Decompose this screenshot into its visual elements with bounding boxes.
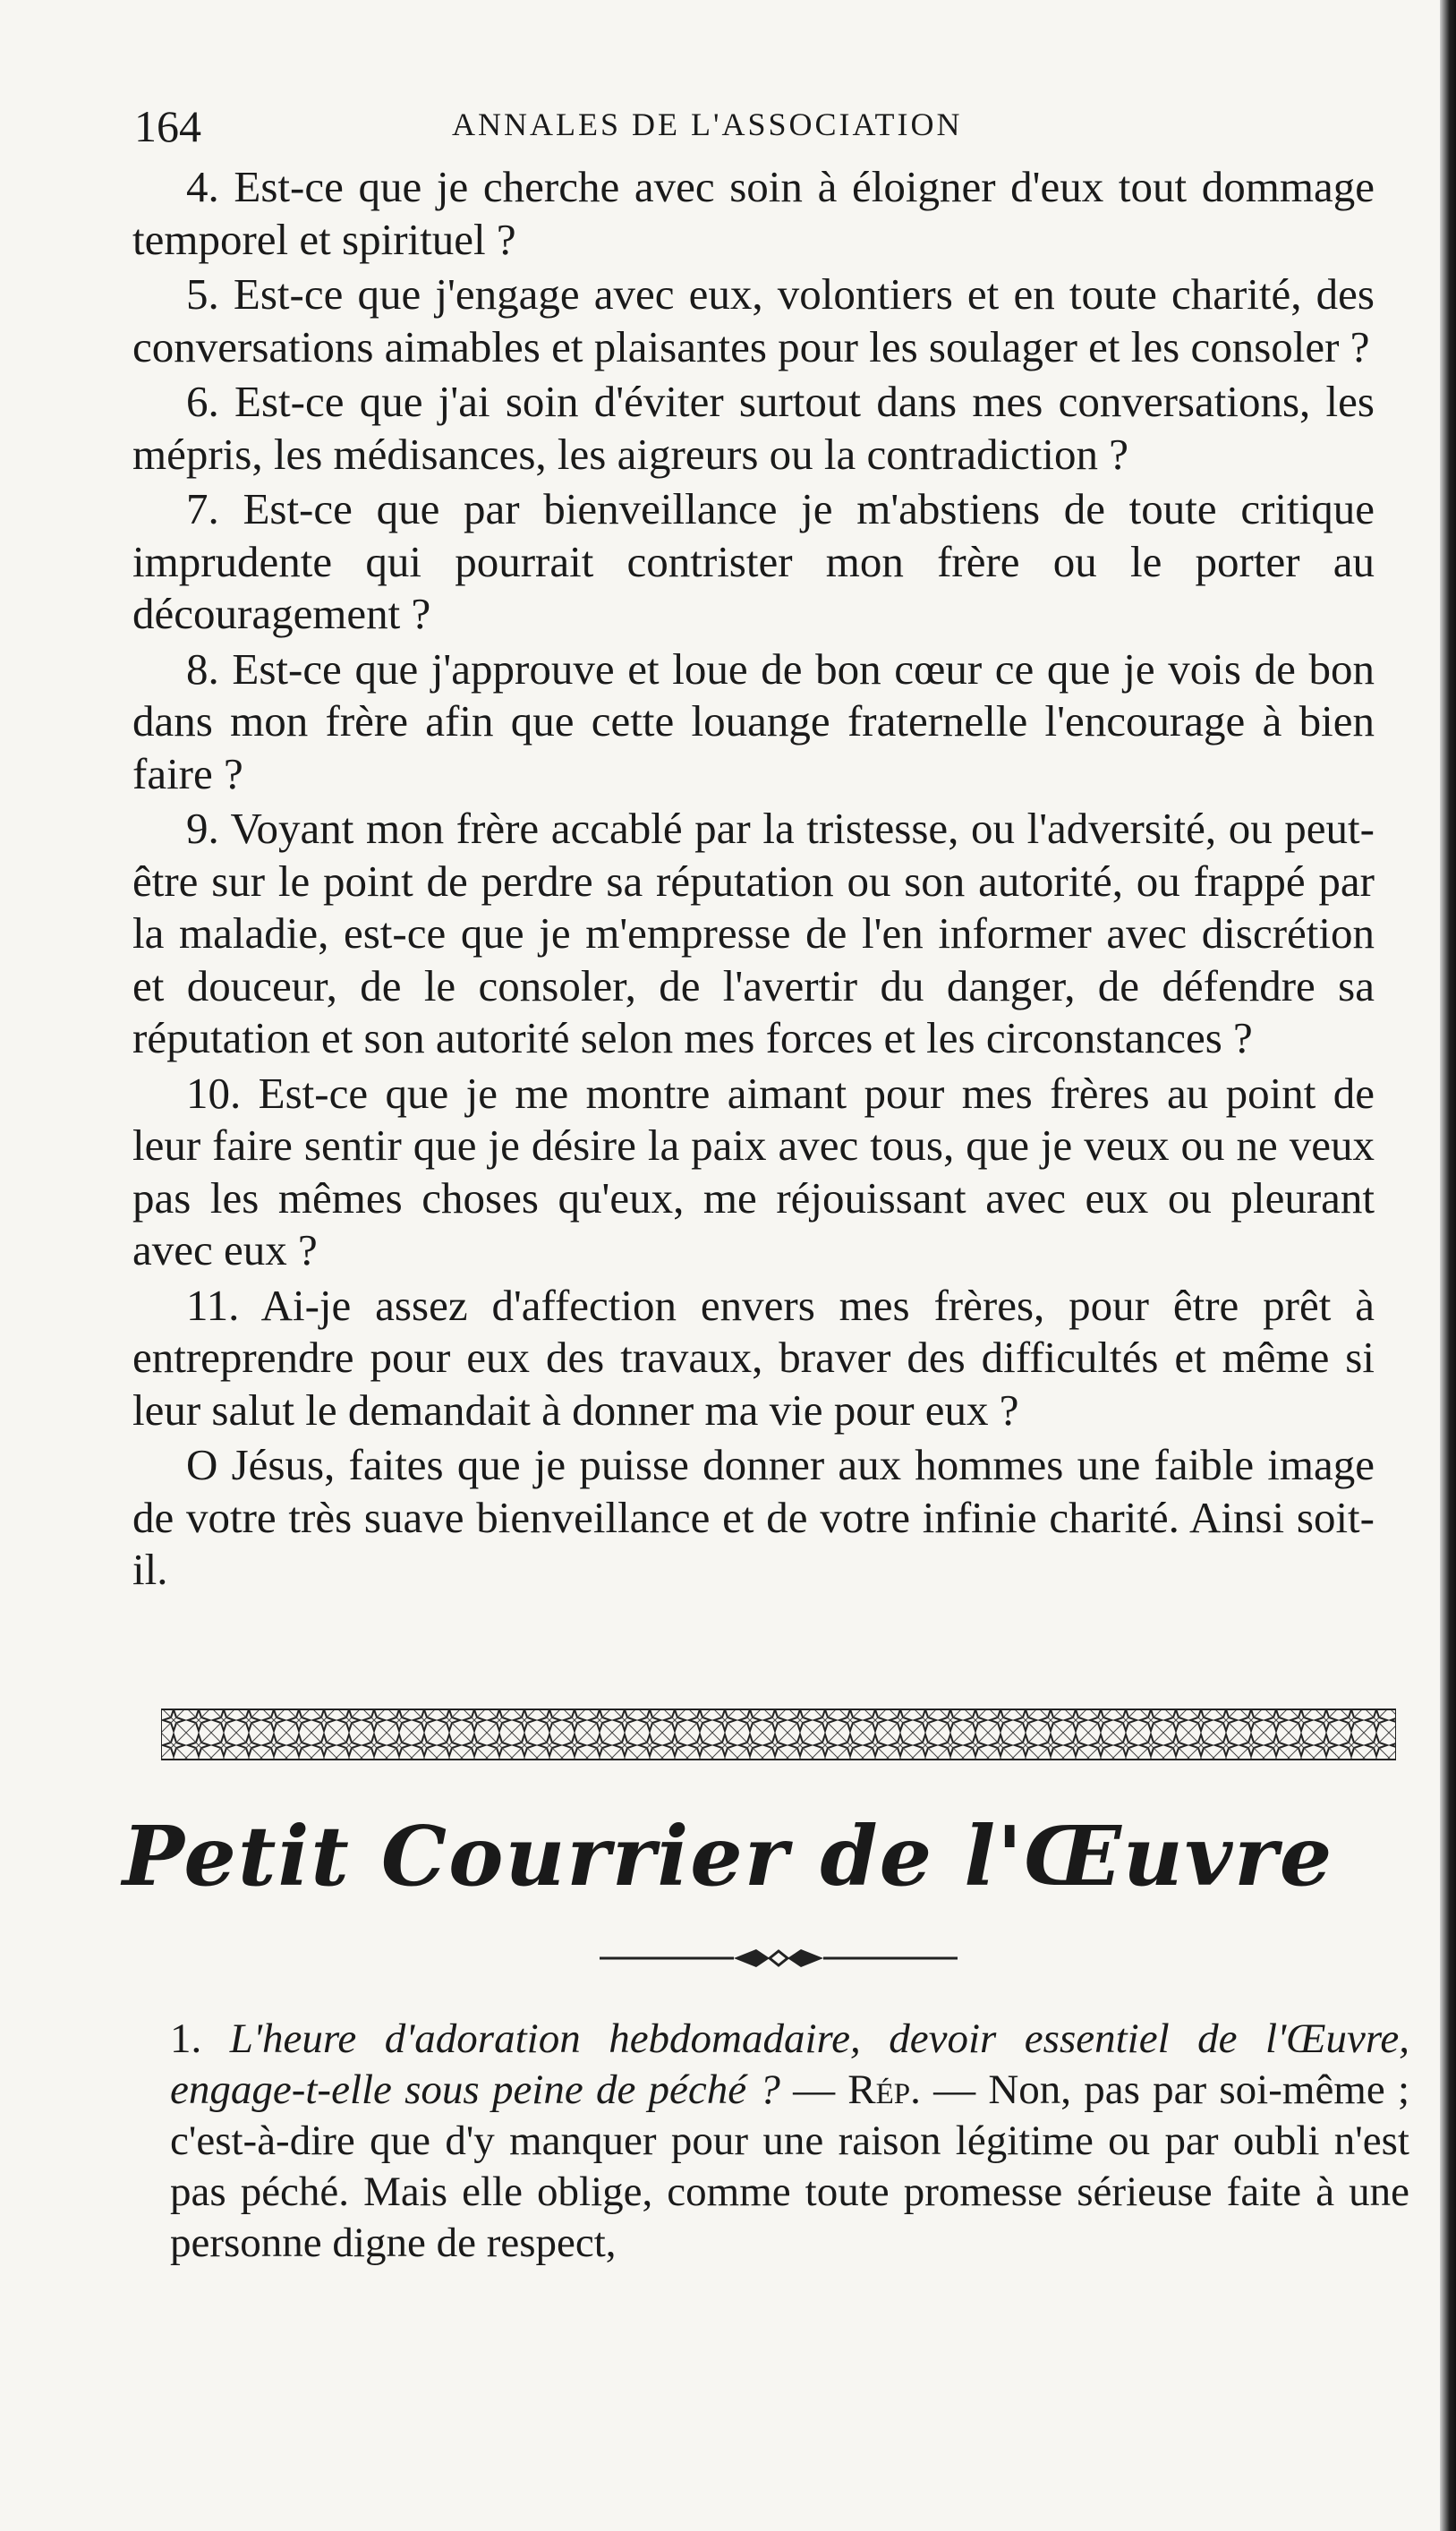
dash: — xyxy=(920,2067,989,2113)
item-number: 1. xyxy=(170,2015,202,2062)
correspondence-item xyxy=(170,2014,1409,2269)
paragraph: 9. Voyant mon frère accablé par la tristesse, ou l'adversité, ou peut-être sur le point de perdre sa réputation ou son autorité, ou frappé par la maladie, est-ce que je m'empresse de l'en informer avec discrétion et douceur, de le consoler, de l'avertir du danger, de défendre sa réputation et son autorité selon mes forces et les circonstances ? xyxy=(132,804,1375,1062)
response-label: Rép. xyxy=(847,2067,921,2113)
page-edge-shadow xyxy=(1440,0,1456,2531)
paragraph: 11. Ai-je assez d'affection envers mes frères, pour être prêt à entreprendre pour eux des travaux, braver des difficultés et même si leur salut le demandait à donner ma vie pour eux ? xyxy=(132,1280,1375,1435)
page-number: 164 xyxy=(134,101,201,151)
paragraph: 4. Est-ce que je cherche avec soin à éloigner d'eux tout dommage temporel et spirituel ? xyxy=(132,162,1375,264)
closing-prayer: O Jésus, faites que je puisse donner aux hommes une faible image de votre très suave bienveillance et de votre infinie charité. Ainsi soit-il. xyxy=(132,1440,1375,1594)
title-flourish xyxy=(600,1942,958,1974)
paragraph: 6. Est-ce que j'ai soin d'éviter surtout dans mes conversations, les mépris, les médisances, les aigreurs ou la contradiction ? xyxy=(132,377,1375,479)
ornamental-divider xyxy=(161,1708,1396,1763)
paragraph: 7. Est-ce que par bienveillance je m'abstiens de toute critique imprudente qui pourrait contrister mon frère ou le porter au découragement ? xyxy=(132,484,1375,638)
paragraph: 10. Est-ce que je me montre aimant pour mes frères au point de leur faire sentir que je désire la paix avec tous, que je veux ou ne veux pas les mêmes choses qu'eux, me réjouissant avec eux ou pleurant avec eux ? xyxy=(132,1068,1375,1274)
answer-text: Non, pas par soi-même ; c'est-à-dire que d'y manquer pour une raison légitime ou par oubli n'est pas péché. Mais elle oblige, comme toute promesse sérieuse faite à une personne digne de respect, xyxy=(170,2067,1410,2266)
running-head xyxy=(134,100,1369,154)
dash: — xyxy=(779,2067,848,2113)
examination-questions xyxy=(132,161,1375,1599)
section-title: Petit Courrier de l'Œuvre xyxy=(122,1808,1334,1905)
question-text: L'heure d'adoration hebdomadaire, devoir essentiel de l'Œuvre, engage-t-elle sous peine de péché ? xyxy=(170,2015,1409,2113)
running-title: ANNALES DE L'ASSOCIATION xyxy=(452,107,963,142)
paragraph: 8. Est-ce que j'approuve et loue de bon cœur ce que je vois de bon dans mon frère afin que cette louange fraternelle l'encourage à bien faire ? xyxy=(132,643,1375,798)
paragraph: 5. Est-ce que j'engage avec eux, volontiers et en toute charité, des conversations aimables et plaisantes pour les soulager et les consoler ? xyxy=(132,269,1375,371)
